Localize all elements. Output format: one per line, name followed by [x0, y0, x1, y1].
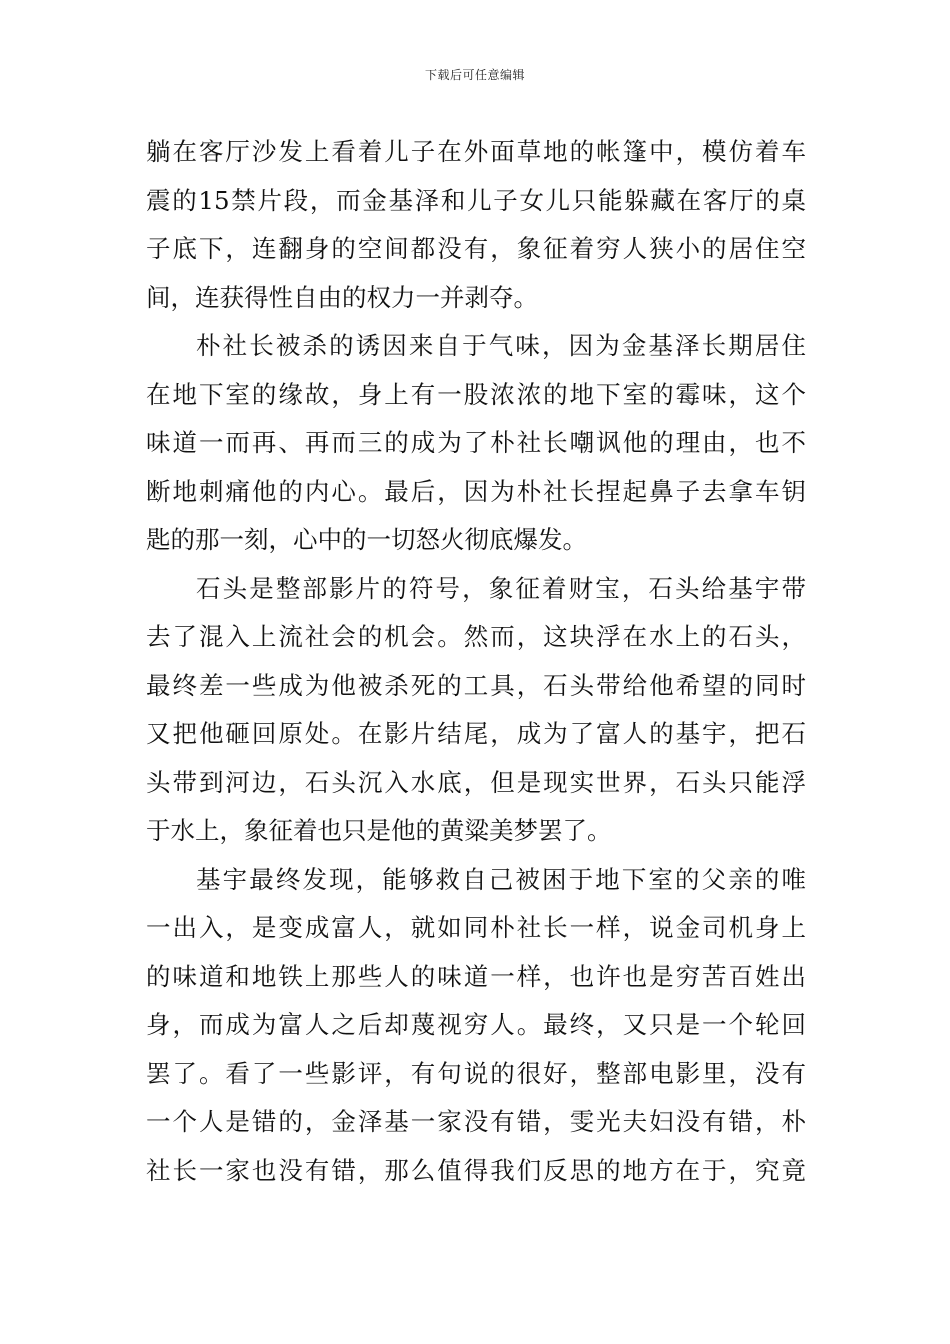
text-line: 子底下，连翻身的空间都没有，象征着穷人狭小的居住空 — [146, 234, 806, 263]
text-line: 躺在客厅沙发上看着儿子在外面草地的帐篷中，模仿着车 — [146, 137, 806, 166]
text-line: 头带到河边，石头沉入水底，但是现实世界，石头只能浮 — [146, 767, 806, 797]
text-line: 去了混入上流社会的机会。然而，这块浮在水上的石头， — [146, 622, 806, 651]
text-line: 间，连获得性自由的权力一并剥夺。 — [146, 282, 538, 312]
text-line: 味道一而再、再而三的成为了朴社长嘲讽他的理由，也不 — [146, 428, 806, 457]
text-line: 震的15禁片段，而金基泽和儿子女儿只能躲藏在客厅的桌 — [146, 185, 806, 215]
paragraph-2 — [146, 322, 806, 565]
text-line: 罢了。看了一些影评，有句说的很好，整部电影里，没有 — [146, 1058, 806, 1088]
paragraph-4 — [146, 856, 806, 1196]
text-line: 基宇最终发现，能够救自己被困于地下室的父亲的唯 — [196, 864, 806, 894]
paragraph-3 — [146, 565, 806, 856]
text-line: 一个人是错的，金泽基一家没有错，雯光夫妇没有错，朴 — [146, 1107, 806, 1136]
text-line: 朴社长被杀的诱因来自于气味，因为金基泽长期居住 — [196, 331, 806, 360]
text-line: 社长一家也没有错，那么值得我们反思的地方在于，究竟 — [146, 1155, 806, 1185]
text-line: 于水上，象征着也只是他的黄粱美梦罢了。 — [146, 816, 612, 845]
text-line: 石头是整部影片的符号，象征着财宝，石头给基宇带 — [196, 573, 806, 603]
text-line: 又把他砸回原处。在影片结尾，成为了富人的基宇，把石 — [146, 719, 806, 748]
text-line: 一出入，是变成富人，就如同朴社长一样，说金司机身上 — [146, 913, 806, 942]
document-body — [146, 128, 806, 1195]
text-line: 匙的那一刻，心中的一切怒火彻底爆发。 — [146, 525, 587, 554]
text-line: 身，而成为富人之后却蔑视穷人。最终，又只是一个轮回 — [146, 1010, 806, 1039]
page-header: 下载后可任意编辑 — [424, 68, 525, 82]
paragraph-1 — [146, 128, 806, 322]
text-line: 在地下室的缘故，身上有一股浓浓的地下室的霉味，这个 — [146, 379, 806, 409]
text-line: 最终差一些成为他被杀死的工具，石头带给他希望的同时 — [146, 670, 806, 700]
text-line: 断地刺痛他的内心。最后，因为朴社长捏起鼻子去拿车钥 — [146, 476, 806, 506]
text-line: 的味道和地铁上那些人的味道一样，也许也是穷苦百姓出 — [146, 961, 806, 991]
